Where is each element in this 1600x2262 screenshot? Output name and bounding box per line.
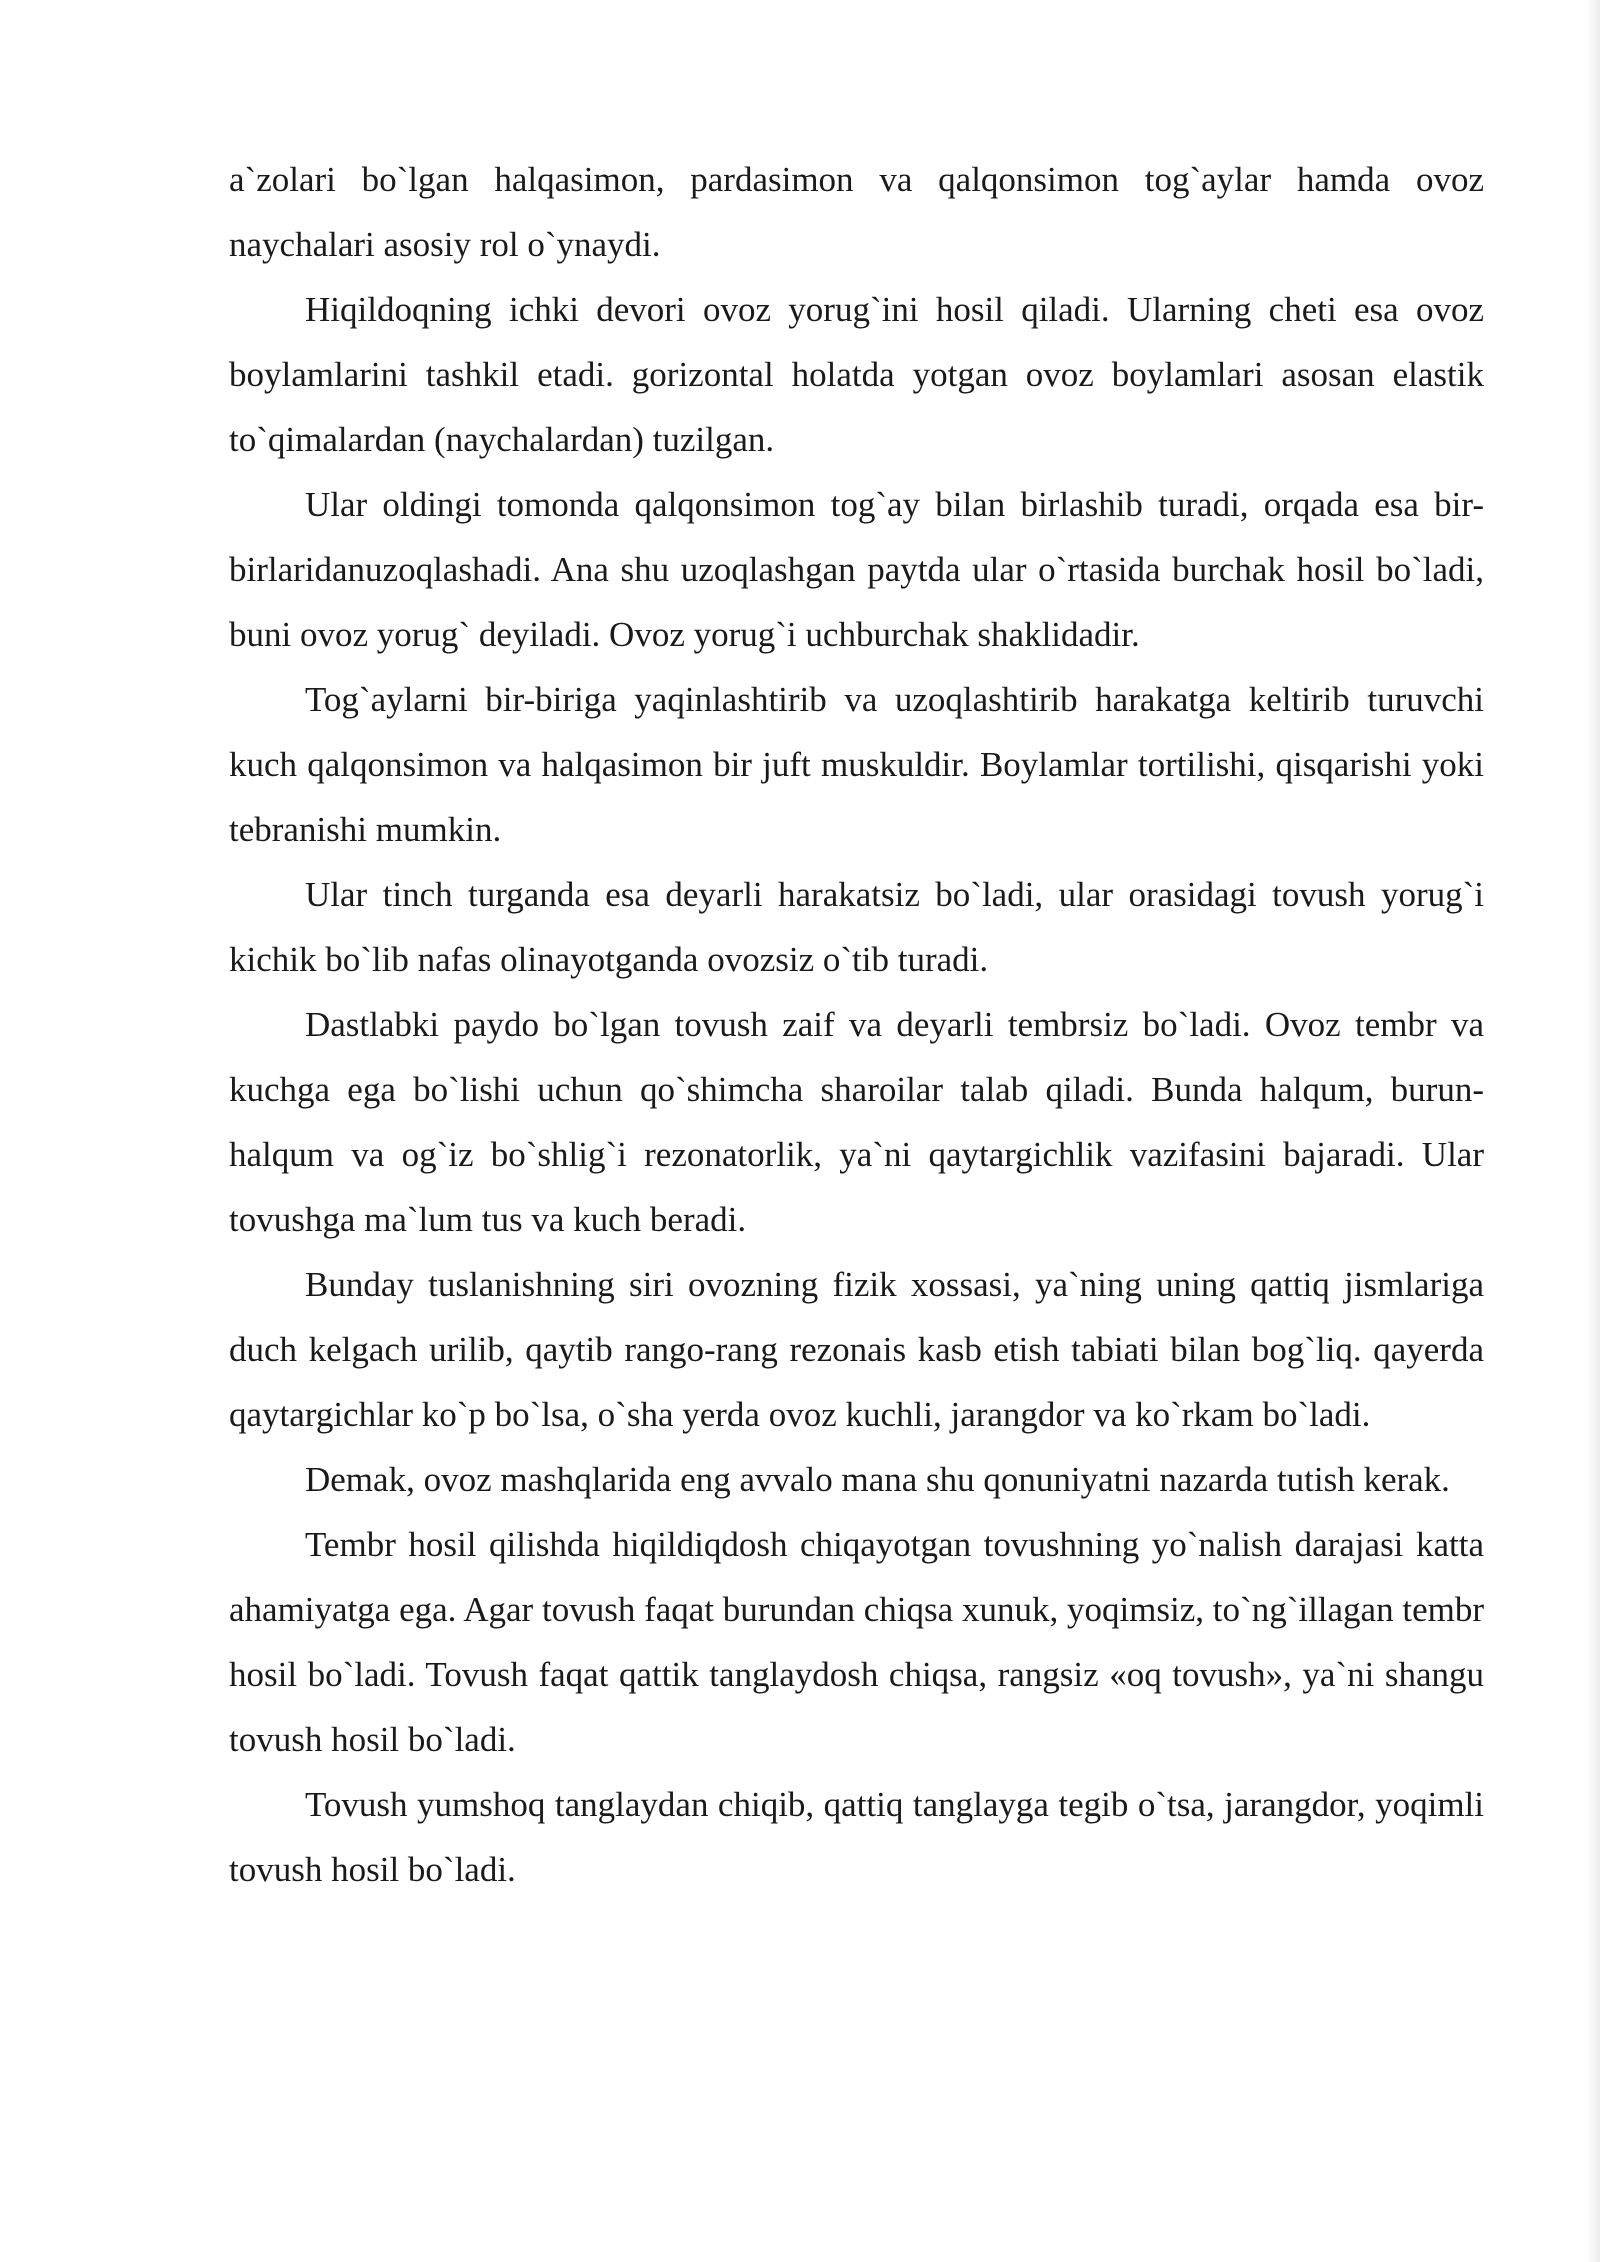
paragraph: Tog`aylarni bir-biriga yaqinlashtirib va uzoqlashtirib harakatga keltirib turuvchi kuch qalqonsimon va halqasimon bir juft muskuldir. Boylamlar tortilishi, qisqarishi yoki tebranishi mumkin.	[229, 680, 1484, 849]
paragraph: Bunday tuslanishning siri ovozning fizik xossasi, ya`ning uning qattiq jismlariga duch kelgach urilib, qaytib rango-rang rezonais kasb etish tabiati bilan bog`liq. qayerda qaytargichlar ko`p bo`lsa, o`sha yerda ovoz kuchli, jarangdor va ko`rkam bo`ladi.	[229, 1265, 1484, 1434]
paragraph: Demak, ovoz mashqlarida eng avvalo mana shu qonuniyatni nazarda tutish kerak.	[305, 1460, 1450, 1499]
paragraph: Ular tinch turganda esa deyarli harakatsiz bo`ladi, ular orasidagi tovush yorug`i kichik bo`lib nafas olinayotganda ovozsiz o`tib turadi.	[229, 875, 1484, 979]
page-edge-shadow	[1586, 0, 1600, 2262]
paragraph: Hiqildoqning ichki devori ovoz yorug`ini hosil qiladi. Ularning cheti esa ovoz boylamlarini tashkil etadi. gorizontal holatda yotgan ovoz boylamlari asosan elastik to`qimalardan (naychalardan) tuzilgan.	[229, 290, 1484, 459]
paragraph: Dastlabki paydo bo`lgan tovush zaif va deyarli tembrsiz bo`ladi. Ovoz tembr va kuchga ega bo`lishi uchun qo`shimcha sharoilar talab qiladi. Bunda halqum, burun-halqum va og`iz bo`shlig`i rezonatorlik, ya`ni qaytargichlik vazifasini bajaradi. Ular tovushga ma`lum tus va kuch beradi.	[229, 1005, 1484, 1239]
paragraph: Ular oldingi tomonda qalqonsimon tog`ay bilan birlashib turadi, orqada esa bir-birlaridanuzoqlashadi. Ana shu uzoqlashgan paytda ular o`rtasida burchak hosil bo`ladi, buni ovoz yorug` deyiladi. Ovoz yorug`i uchburchak shaklidadir.	[229, 485, 1484, 654]
document-page	[229, 147, 1484, 1902]
paragraph: Tembr hosil qilishda hiqildiqdosh chiqayotgan tovushning yo`nalish darajasi katta ahamiyatga ega. Agar tovush faqat burundan chiqsa xunuk, yoqimsiz, to`ng`illagan tembr hosil bo`ladi. Tovush faqat qattik tanglaydosh chiqsa, rangsiz «oq tovush», ya`ni shangu tovush hosil bo`ladi.	[229, 1525, 1484, 1759]
paragraph: Tovush yumshoq tanglaydan chiqib, qattiq tanglayga tegib o`tsa, jarangdor, yoqimli tovush hosil bo`ladi.	[229, 1785, 1484, 1889]
paragraph: a`zolari bo`lgan halqasimon, pardasimon va qalqonsimon tog`aylar hamda ovoz naychalari asosiy rol o`ynaydi.	[229, 160, 1484, 264]
